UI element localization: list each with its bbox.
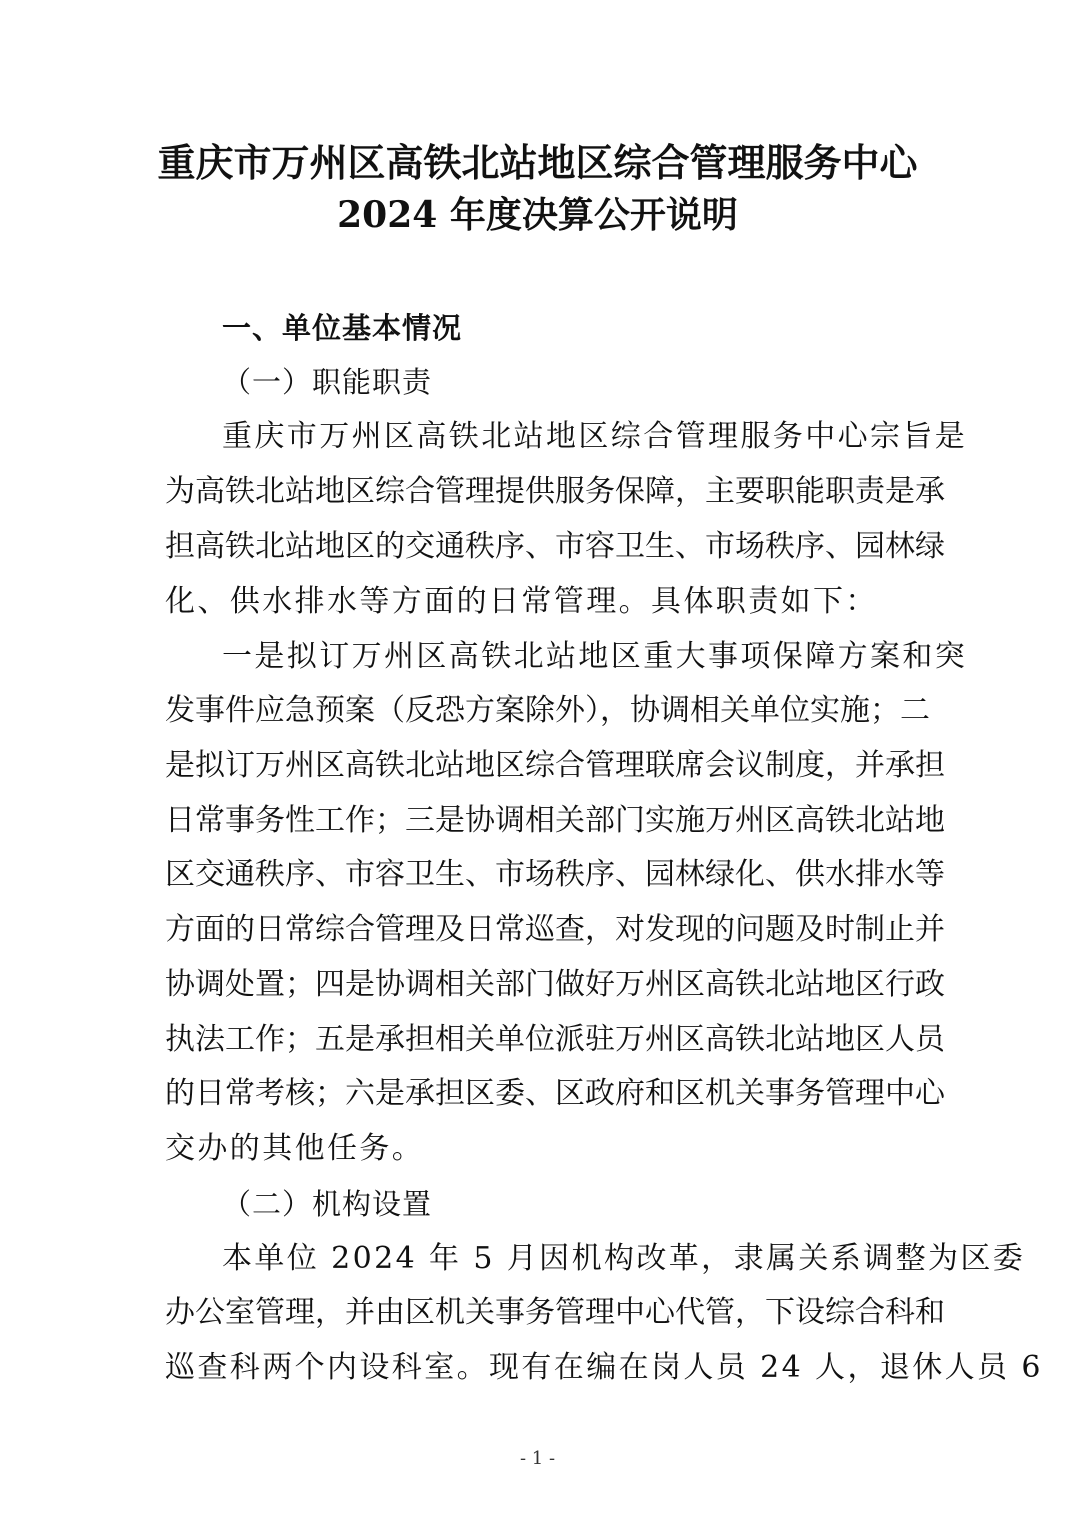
paragraph-line: 交办的其他任务。 bbox=[165, 1131, 425, 1166]
paragraph-line: 担高铁北站地区的交通秩序、市容卫生、市场秩序、园林绿 bbox=[165, 529, 945, 564]
paragraph-line: 方面的日常综合管理及日常巡查，对发现的问题及时制止并 bbox=[165, 912, 945, 947]
paragraph-line: 日常事务性工作；三是协调相关部门实施万州区高铁北站地 bbox=[165, 803, 945, 838]
paragraph-line: 发事件应急预案（反恐方案除外），协调相关单位实施；二 bbox=[165, 693, 930, 728]
paragraph-line: 协调处置；四是协调相关部门做好万州区高铁北站地区行政 bbox=[165, 967, 945, 1002]
document-title-line-2: 2024 年度决算公开说明 bbox=[337, 194, 738, 236]
paragraph-line: 一是拟订万州区高铁北站地区重大事项保障方案和突 bbox=[222, 639, 968, 674]
paragraph-line: 的日常考核；六是承担区委、区政府和区机关事务管理中心 bbox=[165, 1076, 945, 1111]
paragraph-line: 办公室管理，并由区机关事务管理中心代管，下设综合科和 bbox=[165, 1295, 945, 1330]
paragraph-line: 为高铁北站地区综合管理提供服务保障，主要职能职责是承 bbox=[165, 474, 945, 509]
paragraph-line: 执法工作；五是承担相关单位派驻万州区高铁北站地区人员 bbox=[165, 1022, 945, 1057]
paragraph-line: 重庆市万州区高铁北站地区综合管理服务中心宗旨是 bbox=[222, 419, 968, 454]
section-heading-basic-info: 一、单位基本情况 bbox=[222, 311, 463, 345]
paragraph-line: 是拟订万州区高铁北站地区综合管理联席会议制度，并承担 bbox=[165, 748, 945, 783]
paragraph-line: 化、供水排水等方面的日常管理。具体职责如下： bbox=[165, 584, 878, 619]
page-number: - 1 - bbox=[519, 1448, 556, 1469]
paragraph-line: 巡查科两个内设科室。现有在编在岗人员 24 人，退休人员 6 bbox=[165, 1350, 1043, 1385]
subsection-heading-organization: （二）机构设置 bbox=[222, 1187, 433, 1221]
document-title-line-1: 重庆市万州区高铁北站地区综合管理服务中心 bbox=[157, 140, 918, 185]
subsection-heading-duties: （一）职能职责 bbox=[222, 365, 433, 399]
paragraph-line: 区交通秩序、市容卫生、市场秩序、园林绿化、供水排水等 bbox=[165, 857, 945, 892]
paragraph-line: 本单位 2024 年 5 月因机构改革，隶属关系调整为区委 bbox=[222, 1241, 1026, 1276]
